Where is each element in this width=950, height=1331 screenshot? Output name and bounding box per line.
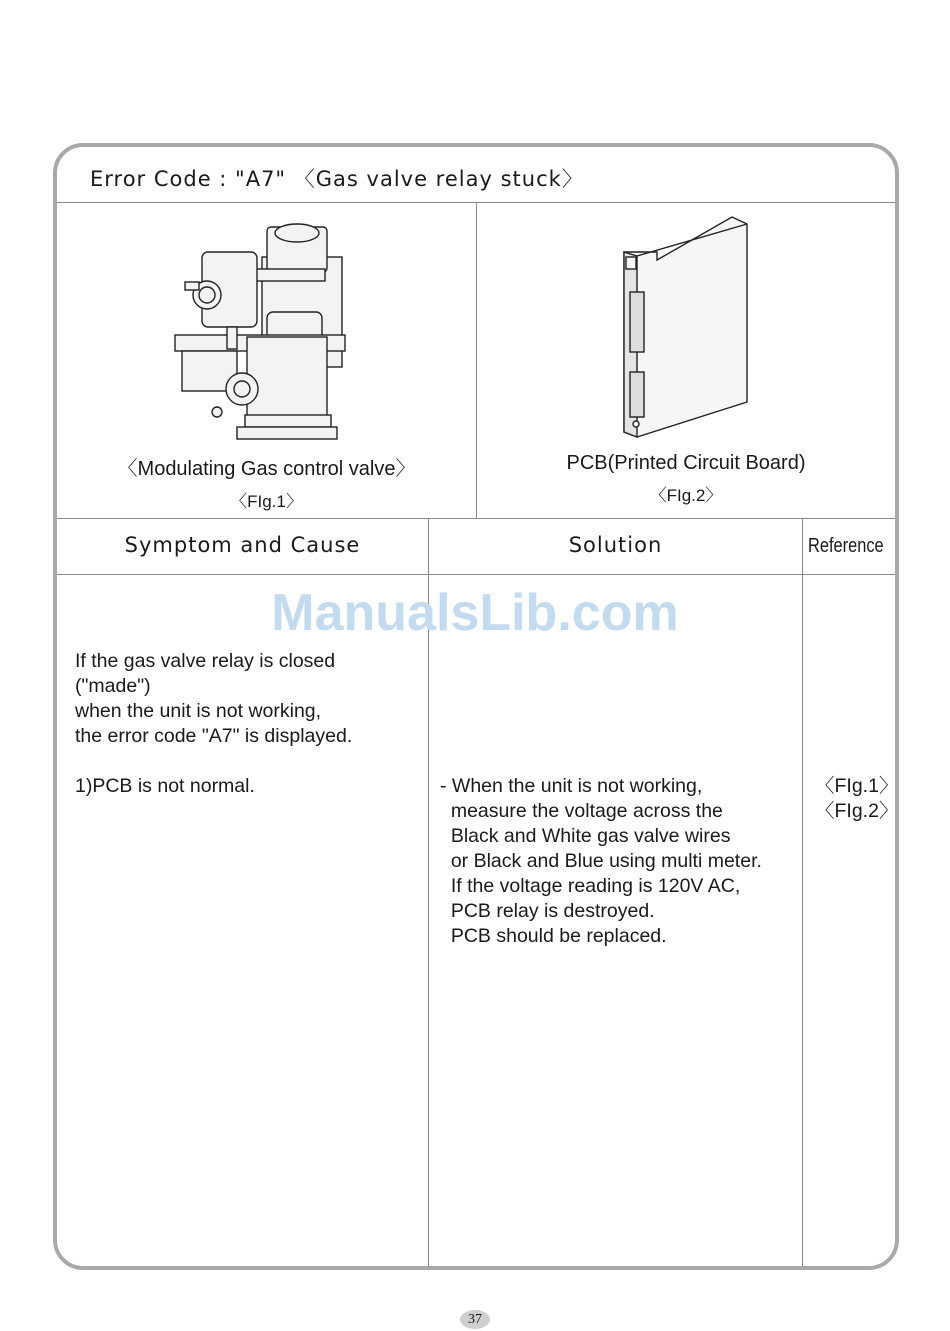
figure-2-caption [477, 452, 895, 506]
reference-text: 〈FIg.1〉 〈FIg.2〉 [815, 775, 899, 822]
figure-1-caption [57, 452, 476, 512]
header-divider [57, 574, 895, 575]
symptom-description: If the gas valve relay is closed ("made") when the unit is not working, the error code "A7" is displayed. [75, 650, 353, 747]
column-header-solution: Solution [568, 533, 663, 557]
figure-2-label: 〈FIg.2〉 [649, 486, 723, 505]
page-number: 37 [460, 1310, 490, 1329]
gas-control-valve-drawing [167, 217, 367, 447]
figure-1-title: 〈Modulating Gas control valve〉 [117, 458, 416, 480]
error-code-frame [53, 143, 899, 1270]
column-header-reference: Reference [808, 535, 884, 557]
error-code-title: Error Code : "A7" 〈Gas valve relay stuck〉 [90, 167, 584, 191]
figure-1-label: 〈FIg.1〉 [230, 492, 303, 511]
figure-bottom-divider [57, 518, 895, 519]
solution-text: - When the unit is not working, measure the voltage across the Black and White gas valve wires or Black and Blue using multi meter. If the voltage reading is 120V AC, PCB relay is destroyed. PCB should be replaced. [440, 775, 762, 947]
pcb-drawing [612, 212, 752, 442]
watermark: ManualsLib.com [271, 584, 679, 642]
column-header-symptom: Symptom and Cause [124, 533, 361, 557]
figure-2-title: PCB(Printed Circuit Board) [566, 452, 806, 474]
symptom-cause: 1)PCB is not normal. [75, 775, 255, 797]
